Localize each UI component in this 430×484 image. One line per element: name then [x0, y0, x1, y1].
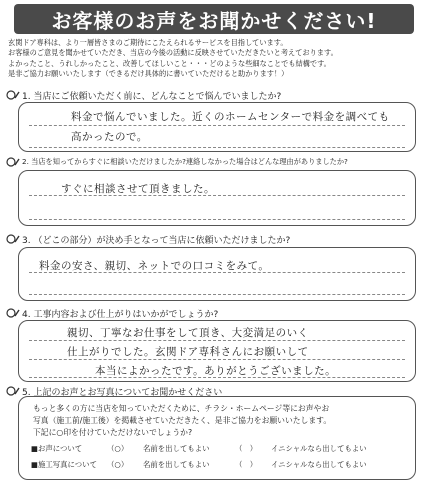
consent-text-line: もっと多くの方に当店を知っていただくために、チラシ・ホームページ等にお声やお — [33, 404, 330, 413]
question-2 — [4, 155, 424, 169]
consent-box — [18, 396, 416, 480]
consent-row-photo — [31, 459, 367, 470]
pencil-icon — [4, 155, 22, 169]
consent-text-line: 下記に○印を付けていただけないでしょうか? — [33, 428, 193, 437]
answer-box-2 — [18, 170, 416, 226]
answer-4-line-2: 仕上がりでした。玄関ドア専科さんにお願いして — [67, 346, 309, 358]
option-name: 名前を出してもよい — [143, 460, 210, 469]
question-5-text: 5. 上記のお声とお写真についてお聞かせください — [22, 387, 223, 398]
mark-circle[interactable]: （○） — [107, 444, 129, 453]
answer-1-line-2: 高かったので。 — [71, 131, 148, 143]
intro-line: 玄関ドア専科は、より一層皆さまのご期待にこたえられるサービスを目指しています。 — [8, 38, 288, 47]
option-initial: イニシャルなら出してもよい — [271, 460, 367, 469]
row-label: ■お声について — [31, 444, 83, 453]
answer-box-3 — [18, 247, 416, 301]
question-1 — [4, 88, 424, 102]
mark-blank[interactable]: （ ） — [235, 460, 258, 469]
pencil-icon — [4, 384, 22, 398]
intro-line: 是非ご協力お願いいたします（できるだけ具体的に書いていただけると助かります！） — [8, 69, 289, 79]
question-2-text: 2. 当店を知ってからすぐに相談いただけましたか?連絡しなかった場合はどんな理由がありましたか? — [22, 157, 348, 166]
option-name: 名前を出してもよい — [143, 444, 210, 453]
intro-text — [8, 38, 428, 80]
mark-blank[interactable]: （ ） — [235, 444, 258, 453]
question-3-text: 3. （どこの部分）が決め手となって当店に依頼いただけましたか? — [22, 235, 291, 246]
question-1-text: 1. 当店にご依頼いただく前に、どんなことで悩んでいましたか? — [22, 91, 282, 102]
answer-4-line-3: 本当によかったです。ありがとうございました。 — [95, 365, 337, 377]
question-4-text: 4. 工事内容および仕上がりはいかがでしょうか? — [22, 309, 219, 320]
option-initial: イニシャルなら出してもよい — [271, 444, 367, 453]
answer-2-line-1: すぐに相談させて頂きました。 — [61, 183, 215, 195]
question-3 — [4, 232, 424, 246]
pencil-icon — [4, 88, 22, 102]
answer-4-line-1: 親切、丁寧なお仕事をして頂き、大変満足のいく — [67, 327, 309, 339]
answer-1-line-1: 料金で悩んでいました。近くのホームセンターで料金を調べても — [71, 111, 390, 123]
answer-box-1 — [18, 102, 416, 152]
pencil-icon — [4, 306, 22, 320]
page-title: お客様のお声をお聞かせください! — [14, 4, 414, 34]
pencil-icon — [4, 232, 22, 246]
intro-line: お客様のご意見を聞かせていただき、当店の今後の活動に反映させていただきたいと考えております。 — [8, 48, 338, 58]
question-4 — [4, 306, 424, 320]
consent-text-line: 写真（施工前/施工後）を掲載させていただきたく、是非ご協力をお願いいたします。 — [33, 416, 332, 425]
mark-circle[interactable]: （○） — [107, 460, 129, 469]
intro-line: よかったこと、うれしかったこと、改善してほしいこと・・・どのような些細なことでも結構です。 — [8, 58, 331, 68]
answer-3-line-1: 料金の安さ、親切、ネットでの口コミをみて。 — [39, 260, 270, 272]
answer-box-4 — [18, 320, 416, 382]
row-label: ■施工写真について — [31, 460, 97, 469]
consent-row-voice — [31, 443, 367, 454]
